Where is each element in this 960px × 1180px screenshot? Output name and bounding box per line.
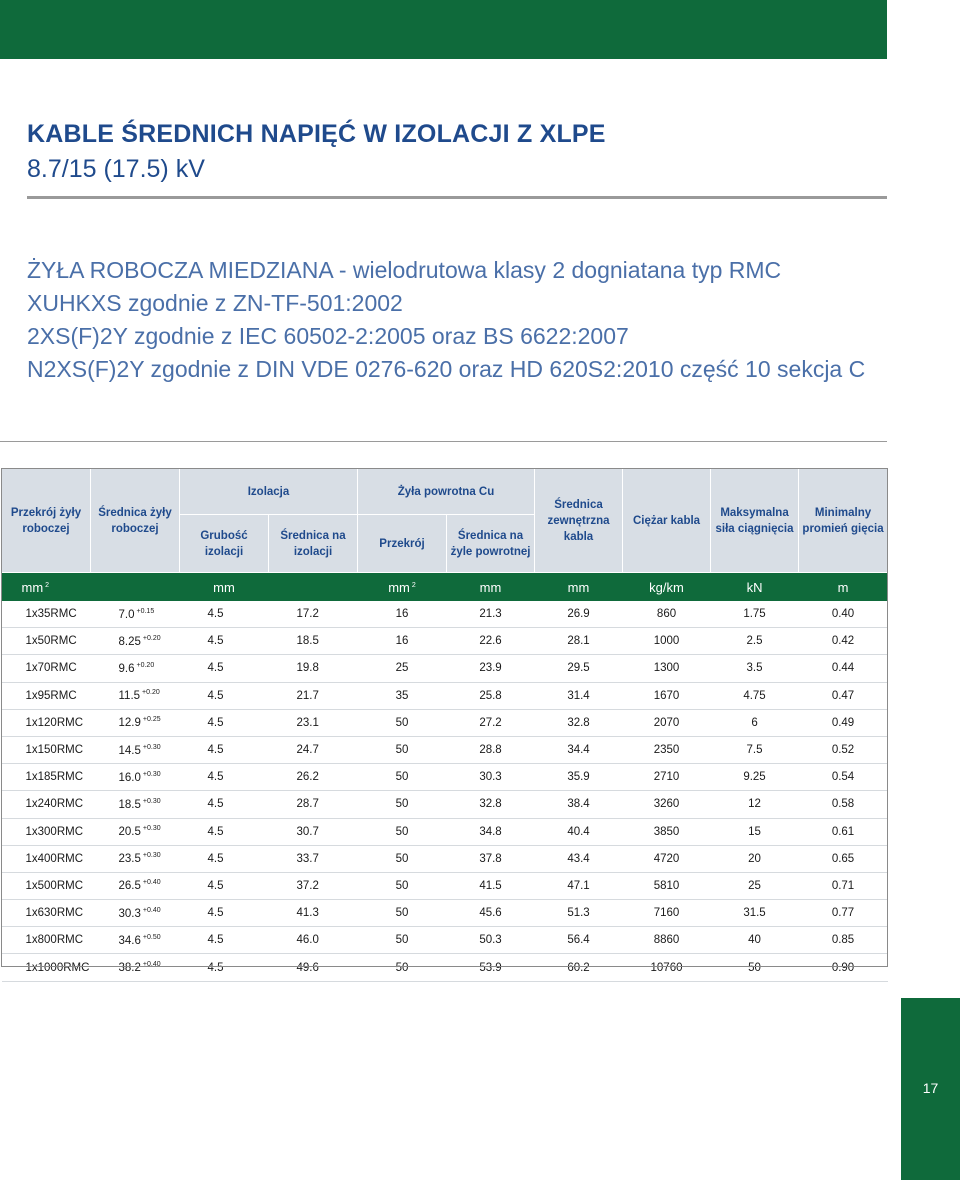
tolerance: +0.40 [142,906,161,914]
description-line: ŻYŁA ROBOCZA MIEDZIANA - wielodrutowa klasy 2 dogniatana typ RMC [27,257,782,283]
header-srednica-na-izolacji: Średnica na izolacji [269,515,358,573]
cell-return-section: 50 [358,900,447,927]
header-przekroj-zyly: Przekrój żyły roboczej [2,469,91,573]
cell-return-diameter: 21.3 [447,601,535,628]
header-promien: Minimalny promień gięcia [799,469,888,573]
header-przekroj-powrotnej: Przekrój [358,515,447,573]
cell-return-diameter: 34.8 [447,818,535,845]
cell-weight: 1670 [623,682,711,709]
page-number-tab [901,998,960,1180]
cell-insulation-diameter: 46.0 [269,927,358,954]
tolerance: +0.40 [142,879,161,887]
tolerance: +0.25 [142,716,161,724]
cell-pull-force: 6 [711,709,799,736]
cell-insulation-diameter: 24.7 [269,736,358,763]
cell-weight: 4720 [623,845,711,872]
cell-insulation-thickness: 4.5 [180,601,269,628]
table-row [2,709,888,736]
table-row [2,601,888,628]
cell-insulation-thickness: 4.5 [180,845,269,872]
cell-diameter: 11.5 $^{+0.20}$ [91,682,180,709]
cell-return-section: 16 [358,628,447,655]
cell-outer-diameter: 38.4 [535,791,623,818]
cell-return-diameter: 41.5 [447,872,535,899]
top-green-bar [0,0,887,59]
cell-diameter: 7.0 $^{+0.15}$ [91,601,180,628]
unit-cell: mm $^2$ [2,573,91,602]
cell-weight: 2710 [623,764,711,791]
cell-return-section: 50 [358,791,447,818]
page-title: KABLE ŚREDNICH NAPIĘĆ W IZOLACJI Z XLPE [27,120,606,148]
cell-outer-diameter: 43.4 [535,845,623,872]
cell-pull-force: 25 [711,872,799,899]
cell-outer-diameter: 28.1 [535,628,623,655]
table-row [2,628,888,655]
cell-insulation-diameter: 23.1 [269,709,358,736]
cell-outer-diameter: 56.4 [535,927,623,954]
cell-return-diameter: 32.8 [447,791,535,818]
cell-insulation-thickness: 4.5 [180,736,269,763]
cell-return-diameter: 50.3 [447,927,535,954]
cell-pull-force: 4.75 [711,682,799,709]
cell-outer-diameter: 31.4 [535,682,623,709]
cell-outer-diameter: 35.9 [535,764,623,791]
header-ciezar: Ciężar kabla [623,469,711,573]
cell-bend-radius: 0.90 [799,954,888,981]
cell-bend-radius: 0.61 [799,818,888,845]
cell-diameter: 12.9 $^{+0.25}$ [91,709,180,736]
table-row [2,736,888,763]
cell-bend-radius: 0.52 [799,736,888,763]
cell-type: 1x95RMC [2,682,91,709]
header-srednica-na-zyle: Średnica na żyle powrotnej [447,515,535,573]
cell-return-section: 50 [358,736,447,763]
cell-outer-diameter: 34.4 [535,736,623,763]
cell-insulation-thickness: 4.5 [180,818,269,845]
tolerance: +0.50 [142,933,161,941]
cell-pull-force: 15 [711,818,799,845]
cell-bend-radius: 0.71 [799,872,888,899]
cell-return-section: 35 [358,682,447,709]
cell-pull-force: 7.5 [711,736,799,763]
cell-bend-radius: 0.44 [799,655,888,682]
units-row [2,573,888,602]
tolerance: +0.30 [142,770,161,778]
cell-diameter: 23.5 $^{+0.30}$ [91,845,180,872]
cell-return-section: 50 [358,845,447,872]
cell-weight: 8860 [623,927,711,954]
cell-diameter: 38.2 $^{+0.40}$ [91,954,180,981]
unit-cell: mm $^2$ [358,573,447,602]
tolerance: +0.30 [142,743,161,751]
cell-insulation-thickness: 4.5 [180,628,269,655]
cell-type: 1x630RMC [2,900,91,927]
cell-diameter: 9.6 $^{+0.20}$ [91,655,180,682]
cell-bend-radius: 0.85 [799,927,888,954]
cell-outer-diameter: 60.2 [535,954,623,981]
cell-return-section: 25 [358,655,447,682]
cell-weight: 3850 [623,818,711,845]
cell-type: 1x240RMC [2,791,91,818]
cell-return-diameter: 37.8 [447,845,535,872]
cell-weight: 5810 [623,872,711,899]
cell-insulation-thickness: 4.5 [180,872,269,899]
description-line: XUHKXS zgodnie z ZN-TF-501:2002 [27,290,403,316]
header-izolacja: Izolacja [180,469,358,515]
cell-pull-force: 2.5 [711,628,799,655]
cell-type: 1x500RMC [2,872,91,899]
header-srednica-zewnetrzna: Średnica zewnętrzna kabla [535,469,623,573]
cell-return-section: 50 [358,954,447,981]
title-block [27,120,606,184]
table-row [2,845,888,872]
cell-insulation-diameter: 49.6 [269,954,358,981]
table-row [2,764,888,791]
cell-return-diameter: 45.6 [447,900,535,927]
cell-diameter: 18.5 $^{+0.30}$ [91,791,180,818]
cell-return-section: 50 [358,872,447,899]
cell-return-diameter: 28.8 [447,736,535,763]
cell-bend-radius: 0.65 [799,845,888,872]
cell-diameter: 26.5 $^{+0.40}$ [91,872,180,899]
cell-insulation-thickness: 4.5 [180,682,269,709]
cell-bend-radius: 0.47 [799,682,888,709]
table-body [2,601,888,981]
cell-type: 1x50RMC [2,628,91,655]
cell-insulation-thickness: 4.5 [180,709,269,736]
cell-return-diameter: 22.6 [447,628,535,655]
table-row [2,900,888,927]
cell-weight: 2070 [623,709,711,736]
cell-insulation-diameter: 37.2 [269,872,358,899]
table-row [2,818,888,845]
cell-pull-force: 3.5 [711,655,799,682]
header-srednica-zyly: Średnica żyły roboczej [91,469,180,573]
tolerance: +0.20 [136,661,155,669]
table-row [2,682,888,709]
cell-weight: 1000 [623,628,711,655]
cell-pull-force: 31.5 [711,900,799,927]
unit-cell: kN [711,573,799,602]
cell-insulation-thickness: 4.5 [180,655,269,682]
cell-return-diameter: 23.9 [447,655,535,682]
cell-insulation-diameter: 33.7 [269,845,358,872]
cell-outer-diameter: 51.3 [535,900,623,927]
cell-bend-radius: 0.58 [799,791,888,818]
cell-return-diameter: 53.9 [447,954,535,981]
cell-bend-radius: 0.40 [799,601,888,628]
cell-return-diameter: 25.8 [447,682,535,709]
unit-cell: kg/km [623,573,711,602]
tolerance: +0.30 [142,825,161,833]
unit-cell: m [799,573,888,602]
cell-return-diameter: 27.2 [447,709,535,736]
cable-spec-table [1,468,888,982]
cell-weight: 10760 [623,954,711,981]
table-row [2,954,888,981]
title-divider [27,196,887,199]
table-row [2,791,888,818]
cell-insulation-diameter: 18.5 [269,628,358,655]
cell-pull-force: 20 [711,845,799,872]
cell-return-diameter: 30.3 [447,764,535,791]
cell-return-section: 50 [358,927,447,954]
cell-bend-radius: 0.42 [799,628,888,655]
cell-outer-diameter: 40.4 [535,818,623,845]
unit-cell: mm [535,573,623,602]
description-line: N2XS(F)2Y zgodnie z DIN VDE 0276-620 oraz HD 620S2:2010 część 10 sekcja C [27,356,866,382]
cell-pull-force: 40 [711,927,799,954]
cell-type: 1x300RMC [2,818,91,845]
tolerance: +0.30 [142,797,161,805]
cell-pull-force: 12 [711,791,799,818]
unit-cell: mm [91,573,358,602]
cell-pull-force: 50 [711,954,799,981]
page-subtitle: 8.7/15 (17.5) kV [27,155,205,183]
cell-insulation-diameter: 19.8 [269,655,358,682]
cell-insulation-diameter: 17.2 [269,601,358,628]
table-row [2,872,888,899]
unit-cell: mm [447,573,535,602]
cell-insulation-thickness: 4.5 [180,791,269,818]
cell-type: 1x120RMC [2,709,91,736]
cell-outer-diameter: 47.1 [535,872,623,899]
cell-insulation-diameter: 41.3 [269,900,358,927]
cell-pull-force: 1.75 [711,601,799,628]
cell-type: 1x185RMC [2,764,91,791]
description-line: 2XS(F)2Y zgodnie z IEC 60502-2:2005 oraz BS 6622:2007 [27,323,629,349]
cell-insulation-diameter: 26.2 [269,764,358,791]
cell-insulation-diameter: 30.7 [269,818,358,845]
cell-insulation-thickness: 4.5 [180,764,269,791]
cell-weight: 2350 [623,736,711,763]
cell-weight: 860 [623,601,711,628]
cell-type: 1x400RMC [2,845,91,872]
tolerance: +0.20 [142,689,160,697]
cell-weight: 7160 [623,900,711,927]
cell-insulation-diameter: 21.7 [269,682,358,709]
tolerance: +0.40 [142,961,161,969]
cell-return-section: 50 [358,709,447,736]
table-row [2,655,888,682]
cell-diameter: 30.3 $^{+0.40}$ [91,900,180,927]
cell-pull-force: 9.25 [711,764,799,791]
tolerance: +0.30 [142,852,161,860]
tolerance: +0.20 [142,634,161,642]
cell-diameter: 16.0 $^{+0.30}$ [91,764,180,791]
cell-outer-diameter: 26.9 [535,601,623,628]
cell-diameter: 8.25 $^{+0.20}$ [91,628,180,655]
tolerance: +0.15 [136,607,155,615]
cell-type: 1x1000RMC [2,954,91,981]
table-row [2,927,888,954]
cell-return-section: 16 [358,601,447,628]
cell-insulation-thickness: 4.5 [180,900,269,927]
cell-insulation-diameter: 28.7 [269,791,358,818]
cell-outer-diameter: 29.5 [535,655,623,682]
cell-type: 1x35RMC [2,601,91,628]
cell-type: 1x150RMC [2,736,91,763]
cell-diameter: 20.5 $^{+0.30}$ [91,818,180,845]
cell-insulation-thickness: 4.5 [180,927,269,954]
page-number: 17 [922,1080,939,1096]
cell-type: 1x70RMC [2,655,91,682]
cell-weight: 3260 [623,791,711,818]
cell-return-section: 50 [358,764,447,791]
header-grubosc-izolacji: Grubość izolacji [180,515,269,573]
cell-type: 1x800RMC [2,927,91,954]
section-divider [0,441,887,442]
cell-outer-diameter: 32.8 [535,709,623,736]
cell-weight: 1300 [623,655,711,682]
cell-return-section: 50 [358,818,447,845]
cell-bend-radius: 0.77 [799,900,888,927]
cell-diameter: 34.6 $^{+0.50}$ [91,927,180,954]
cell-insulation-thickness: 4.5 [180,954,269,981]
cell-bend-radius: 0.54 [799,764,888,791]
header-sila: Maksymalna siła ciągnięcia [711,469,799,573]
cell-diameter: 14.5 $^{+0.30}$ [91,736,180,763]
header-zyla-powrotna: Żyła powrotna Cu [358,469,535,515]
description [27,254,927,386]
cell-bend-radius: 0.49 [799,709,888,736]
